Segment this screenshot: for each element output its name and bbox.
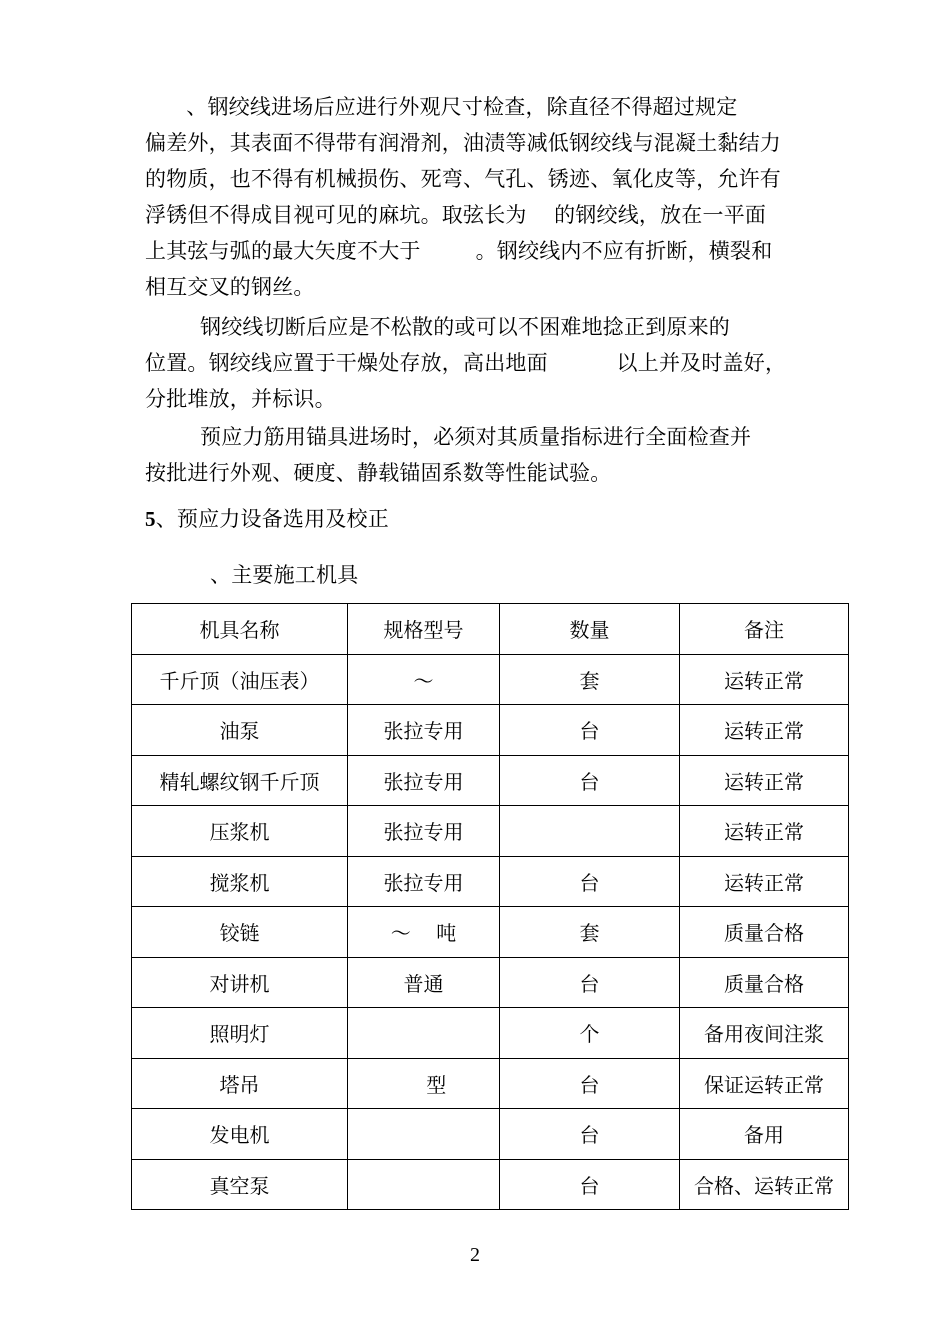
text-line: 、钢绞线进场后应进行外观尺寸检查，除直径不得超过规定 xyxy=(145,95,738,119)
table-cell: 质量合格 xyxy=(680,907,849,958)
table-row xyxy=(132,705,849,756)
page-number: 2 xyxy=(470,1244,480,1266)
table-cell: 台 xyxy=(500,705,680,756)
table-cell: 运转正常 xyxy=(680,806,849,857)
table-cell: 张拉专用 xyxy=(348,856,500,907)
table-cell: 备用 xyxy=(680,1109,849,1160)
table-cell: 运转正常 xyxy=(680,755,849,806)
table-row xyxy=(132,1159,849,1210)
table-row xyxy=(132,1058,849,1109)
text-line: 浮锈但不得成目视可见的麻坑。取弦长为 的钢绞线，放在一平面 xyxy=(145,203,767,227)
table-cell: 普通 xyxy=(348,957,500,1008)
table-cell: 压浆机 xyxy=(132,806,348,857)
table-cell xyxy=(500,806,680,857)
table-header-cell: 机具名称 xyxy=(132,604,348,655)
table-header-cell: 数量 xyxy=(500,604,680,655)
table-row xyxy=(132,806,849,857)
table-cell: 套 xyxy=(500,907,680,958)
text-line: 按批进行外观、硬度、静载锚固系数等性能试验。 xyxy=(145,461,612,485)
table-cell: 台 xyxy=(500,856,680,907)
table-row xyxy=(132,856,849,907)
table-cell: 保证运转正常 xyxy=(680,1058,849,1109)
table-cell: 张拉专用 xyxy=(348,755,500,806)
table-cell: 台 xyxy=(500,1109,680,1160)
section-number: 5 xyxy=(145,507,156,531)
table-cell: 千斤顶（油压表） xyxy=(132,654,348,705)
table-cell: 台 xyxy=(500,755,680,806)
table-cell xyxy=(348,1109,500,1160)
table-cell: 合格、运转正常 xyxy=(680,1159,849,1210)
table-cell: ～ xyxy=(348,654,500,705)
table-cell: 对讲机 xyxy=(132,957,348,1008)
table-cell xyxy=(348,1159,500,1210)
table-row xyxy=(132,957,849,1008)
text-line: 偏差外，其表面不得带有润滑剂，油渍等减低钢绞线与混凝土黏结力 xyxy=(145,131,781,155)
table-cell: 台 xyxy=(500,957,680,1008)
table-cell: 运转正常 xyxy=(680,705,849,756)
text-line: 位置。钢绞线应置于干燥处存放，高出地面 以上并及时盖好， xyxy=(145,351,787,375)
table-cell: 运转正常 xyxy=(680,654,849,705)
table-cell: 铰链 xyxy=(132,907,348,958)
table-row xyxy=(132,1008,849,1059)
table-cell: 张拉专用 xyxy=(348,806,500,857)
text-line: 分批堆放，并标识。 xyxy=(145,387,336,411)
table-header-cell: 备注 xyxy=(680,604,849,655)
table-cell: 油泵 xyxy=(132,705,348,756)
table-cell: 台 xyxy=(500,1058,680,1109)
table-header-cell: 规格型号 xyxy=(348,604,500,655)
table-cell: 质量合格 xyxy=(680,957,849,1008)
table-row xyxy=(132,654,849,705)
table-cell: 台 xyxy=(500,1159,680,1210)
table-cell: 发电机 xyxy=(132,1109,348,1160)
table-cell: 塔吊 xyxy=(132,1058,348,1109)
table-cell: 型 xyxy=(348,1058,500,1109)
table-cell: 运转正常 xyxy=(680,856,849,907)
table-cell: 个 xyxy=(500,1008,680,1059)
table-cell: 备用夜间注浆 xyxy=(680,1008,849,1059)
table-cell: ～ 吨 xyxy=(348,907,500,958)
table-header-row xyxy=(132,604,849,655)
text-line: 钢绞线切断后应是不松散的或可以不困难地捻正到原来的 xyxy=(145,315,730,339)
table-cell: 搅浆机 xyxy=(132,856,348,907)
subsection-heading: 、主要施工机具 xyxy=(210,563,359,587)
table-row xyxy=(132,907,849,958)
table-cell: 套 xyxy=(500,654,680,705)
text-line: 的物质，也不得有机械损伤、死弯、气孔、锈迹、氧化皮等，允许有 xyxy=(145,167,781,191)
section-title: 、预应力设备选用及校正 xyxy=(155,507,389,531)
table-row xyxy=(132,755,849,806)
table-cell xyxy=(348,1008,500,1059)
equipment-table xyxy=(131,603,849,1210)
table-cell: 真空泵 xyxy=(132,1159,348,1210)
table-cell: 照明灯 xyxy=(132,1008,348,1059)
table-row xyxy=(132,1109,849,1160)
text-line: 相互交叉的钢丝。 xyxy=(145,275,315,299)
table-cell: 精轧螺纹钢千斤顶 xyxy=(132,755,348,806)
text-line: 上其弦与弧的最大矢度不大于 。钢绞线内不应有折断，横裂和 xyxy=(145,239,773,263)
section-heading xyxy=(145,505,389,533)
text-line: 预应力筋用锚具进场时，必须对其质量指标进行全面检查并 xyxy=(145,425,752,449)
table-cell: 张拉专用 xyxy=(348,705,500,756)
